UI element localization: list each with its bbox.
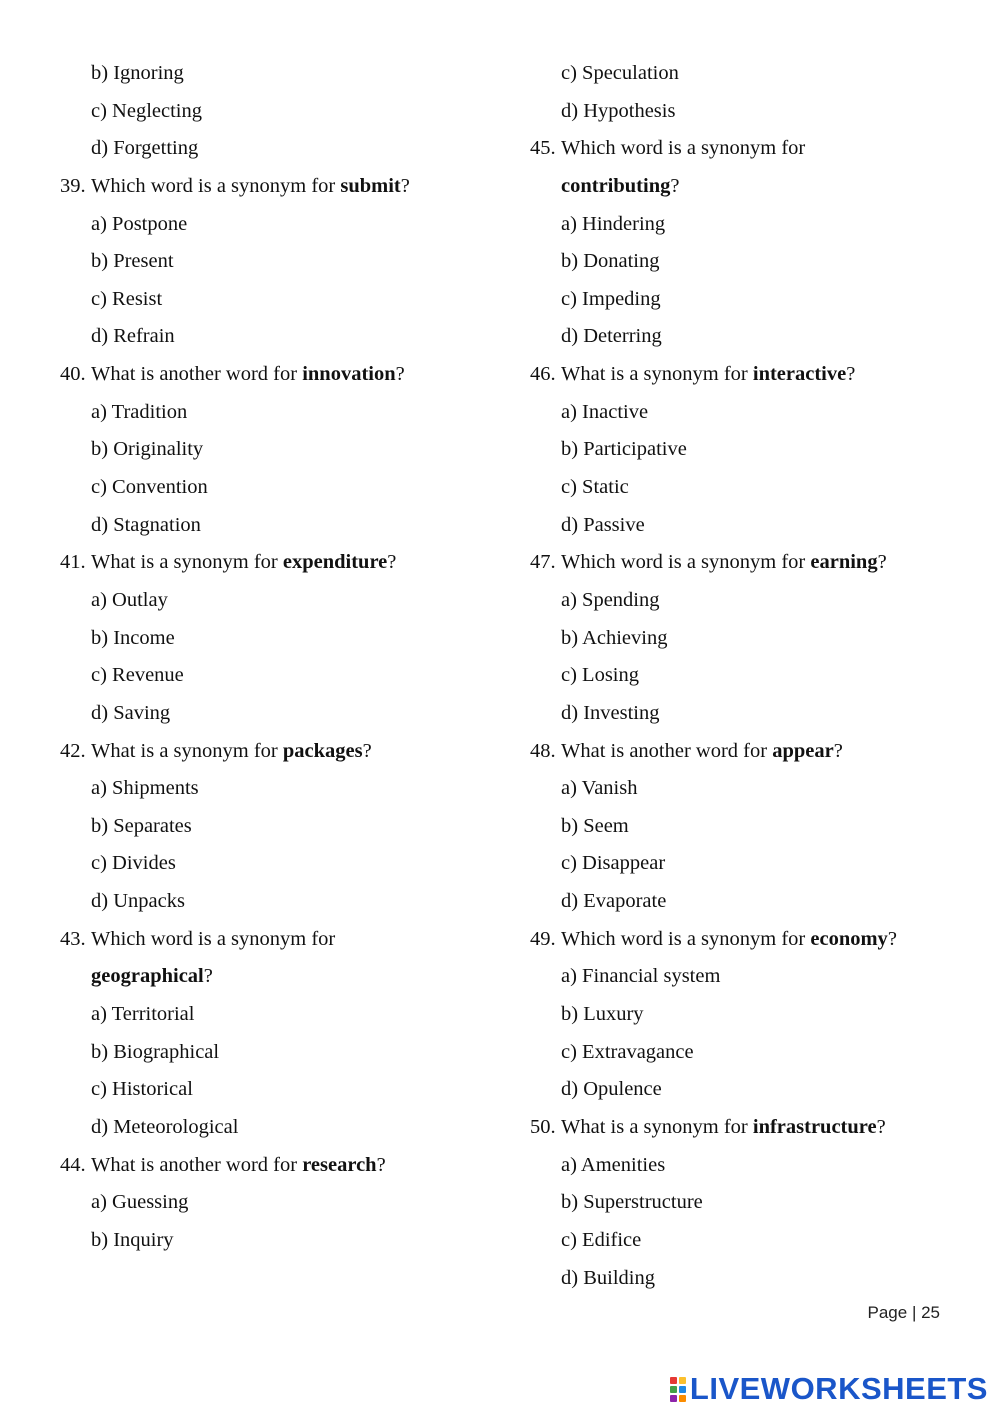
answer-option: d) Unpacks: [91, 890, 185, 913]
question-line: [530, 130, 970, 168]
question-line: [60, 544, 500, 582]
question-text: What is a synonym for: [561, 363, 753, 386]
answer-option: d) Refrain: [91, 325, 175, 348]
question-continuation: [60, 958, 500, 996]
brand-mark-square: [670, 1395, 677, 1402]
answer-option: b) Biographical: [91, 1040, 220, 1063]
answer-option: a) Hindering: [561, 212, 666, 235]
answer-option: a) Guessing: [91, 1191, 189, 1214]
answer-option: c) Losing: [561, 664, 639, 687]
question-mark: ?: [670, 174, 680, 197]
question-number: 44.: [60, 1153, 86, 1176]
answer-option: d) Opulence: [561, 1078, 662, 1101]
answer-option: c) Edifice: [561, 1228, 642, 1251]
question-keyword: economy: [810, 927, 888, 950]
left-column: [60, 55, 500, 1260]
answer-option: a) Financial system: [561, 965, 721, 988]
question-mark: ?: [362, 739, 372, 762]
answer-option: a) Postpone: [91, 212, 188, 235]
question-keyword: research: [302, 1153, 377, 1176]
answer-option: c) Divides: [91, 852, 176, 875]
question-keyword: infrastructure: [752, 1115, 877, 1138]
answer-option: b) Seem: [561, 814, 629, 837]
brand-mark-square: [670, 1377, 677, 1384]
answer-option: d) Saving: [91, 701, 171, 724]
answer-option: d) Building: [561, 1266, 655, 1289]
answer-option: b) Separates: [91, 814, 192, 837]
answer-option: a) Inactive: [561, 400, 649, 423]
question-number: 49.: [530, 927, 556, 950]
question-line: [530, 921, 970, 959]
answer-option: c) Speculation: [561, 62, 679, 84]
question-mark: ?: [833, 739, 843, 762]
brand-mark-square: [670, 1386, 677, 1393]
question-mark: ?: [887, 927, 897, 950]
brand-mark-square: [679, 1377, 686, 1384]
question-text: Which word is a synonym for: [91, 927, 336, 950]
answer-option: c) Extravagance: [561, 1040, 694, 1063]
answer-option: d) Passive: [561, 513, 645, 536]
question-text: What is another word for: [91, 363, 303, 386]
question-number: 39.: [60, 174, 86, 197]
answer-option: b) Inquiry: [91, 1228, 174, 1251]
question-mark: ?: [877, 551, 887, 574]
question-keyword: submit: [340, 174, 401, 197]
answer-option: b) Luxury: [561, 1003, 644, 1026]
answer-option: c) Static: [561, 476, 629, 499]
answer-option: d) Hypothesis: [561, 99, 676, 122]
question-line: [60, 921, 500, 959]
question-mark: ?: [376, 1153, 386, 1176]
question-mark: ?: [387, 551, 397, 574]
question-text: Which word is a synonym for: [91, 174, 341, 197]
answer-option: d) Forgetting: [91, 137, 199, 160]
brand-mark-icon: [670, 1377, 686, 1402]
brand-mark-square: [679, 1386, 686, 1393]
question-number: 42.: [60, 739, 86, 762]
question-line: [60, 168, 500, 206]
question-mark: ?: [876, 1115, 886, 1138]
question-number: 41.: [60, 551, 86, 574]
question-mark: ?: [203, 965, 213, 988]
question-mark: ?: [400, 174, 410, 197]
question-line: [530, 1109, 970, 1147]
answer-option: c) Resist: [91, 287, 163, 310]
answer-option: a) Vanish: [561, 777, 638, 800]
question-keyword: packages: [282, 739, 363, 762]
answer-option: b) Ignoring: [91, 62, 184, 84]
question-number: 45.: [530, 137, 556, 160]
question-text: What is a synonym for: [91, 551, 283, 574]
answer-option: a) Amenities: [561, 1153, 666, 1176]
brand-mark-square: [679, 1395, 686, 1402]
question-keyword: geographical: [91, 965, 204, 988]
answer-option: b) Participative: [561, 438, 687, 461]
question-keyword: expenditure: [282, 551, 388, 574]
question-number: 43.: [60, 927, 86, 950]
question-mark: ?: [395, 363, 405, 386]
question-keyword: appear: [772, 739, 834, 762]
answer-option: d) Evaporate: [561, 890, 667, 913]
question-keyword: earning: [810, 551, 878, 574]
answer-option: a) Outlay: [91, 588, 168, 611]
answer-option: a) Tradition: [91, 400, 188, 423]
question-number: 48.: [530, 739, 556, 762]
question-number: 47.: [530, 551, 556, 574]
question-keyword: contributing: [561, 174, 671, 197]
answer-option: c) Revenue: [91, 664, 184, 687]
question-number: 40.: [60, 363, 86, 386]
question-line: [60, 356, 500, 394]
answer-option: a) Spending: [561, 588, 660, 611]
question-keyword: innovation: [302, 363, 396, 386]
answer-option: b) Donating: [561, 250, 660, 273]
question-continuation: [530, 168, 970, 206]
question-text: Which word is a synonym for: [561, 551, 811, 574]
answer-option: c) Historical: [91, 1078, 193, 1101]
answer-option: b) Income: [91, 626, 175, 649]
answer-option: b) Present: [91, 250, 174, 273]
answer-option: c) Impeding: [561, 287, 661, 310]
answer-option: c) Convention: [91, 476, 208, 499]
answer-option: b) Achieving: [561, 626, 668, 649]
question-number: 46.: [530, 363, 556, 386]
answer-option: d) Meteorological: [91, 1115, 239, 1138]
question-keyword: interactive: [752, 363, 847, 386]
page-number: Page | 25: [867, 1303, 940, 1322]
question-mark: ?: [846, 363, 856, 386]
answer-option: b) Superstructure: [561, 1191, 703, 1214]
liveworksheets-logo: [670, 1372, 988, 1406]
answer-option: d) Stagnation: [91, 513, 201, 536]
question-text: What is another word for: [91, 1153, 303, 1176]
question-line: [60, 1147, 500, 1185]
question-text: What is a synonym for: [561, 1115, 753, 1138]
answer-option: a) Shipments: [91, 777, 199, 800]
question-line: [530, 356, 970, 394]
question-text: What is another word for: [561, 739, 773, 762]
question-line: [530, 544, 970, 582]
answer-option: d) Deterring: [561, 325, 662, 348]
question-line: [60, 733, 500, 771]
answer-option: b) Originality: [91, 438, 204, 461]
question-text: What is a synonym for: [91, 739, 283, 762]
brand-text: LIVEWORKSHEETS: [689, 1371, 988, 1406]
answer-option: a) Territorial: [91, 1003, 195, 1026]
question-text: Which word is a synonym for: [561, 137, 806, 160]
answer-option: d) Investing: [561, 701, 660, 724]
answer-option: c) Neglecting: [91, 99, 202, 122]
question-text: Which word is a synonym for: [561, 927, 811, 950]
question-number: 50.: [530, 1115, 556, 1138]
question-line: [530, 733, 970, 771]
answer-option: c) Disappear: [561, 852, 666, 875]
right-column: [530, 55, 970, 1297]
